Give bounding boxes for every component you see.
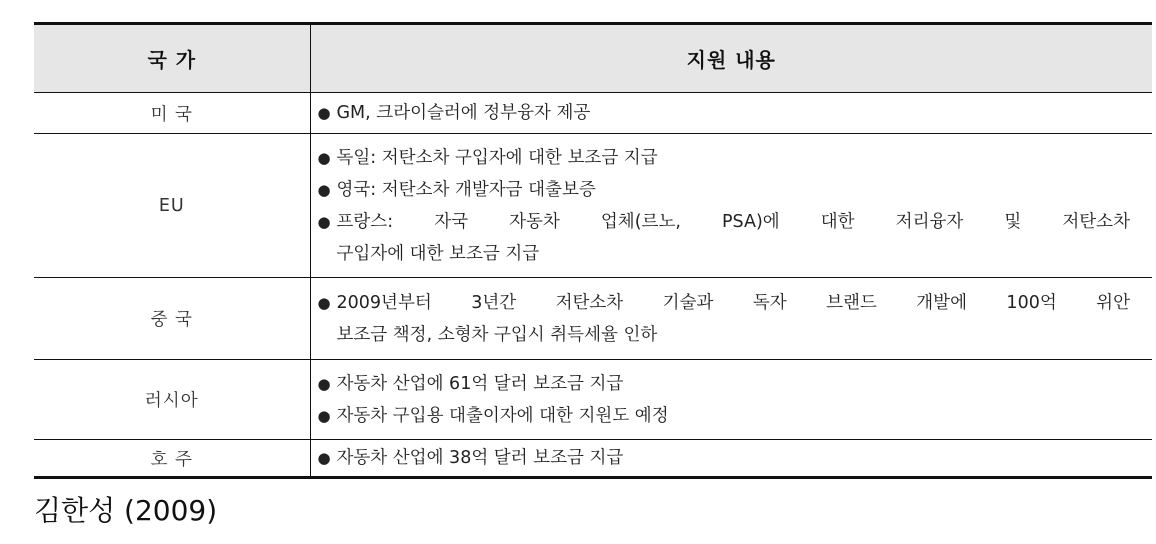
table-row-china <box>34 278 1152 360</box>
country-cell: 중 국 <box>34 278 310 360</box>
country-cell: EU <box>34 134 310 278</box>
table-row-usa <box>34 93 1152 134</box>
support-policy-table <box>34 22 1152 479</box>
support-line: 자동차 구입용 대출이자에 대한 지원도 예정 <box>336 405 669 426</box>
support-line: 자동차 산업에 61억 달러 보조금 지급 <box>336 373 624 394</box>
support-line: 자동차 산업에 38억 달러 보조금 지급 <box>336 448 624 468</box>
support-line: GM, 크라이슬러에 정부융자 제공 <box>336 103 591 123</box>
country-cell: 러시아 <box>34 360 310 440</box>
table-header-row <box>34 24 1152 93</box>
bullet-icon: ● <box>317 104 331 122</box>
bullet-icon: ● <box>317 406 331 425</box>
bullet-icon: ● <box>317 293 331 312</box>
support-cell <box>310 440 1152 478</box>
header-country: 국 가 <box>34 24 310 93</box>
source-caption: 김한성 (2009) <box>34 494 218 527</box>
header-support: 지원 내용 <box>310 24 1152 93</box>
bullet-icon: ● <box>317 449 331 467</box>
support-line: 프랑스: 자국 자동차 업체(르노, PSA)에 대한 저리융자 및 저탄소차 <box>336 211 1130 232</box>
bullet-icon: ● <box>317 212 331 231</box>
country-cell: 호 주 <box>34 440 310 478</box>
table-row-eu <box>34 134 1152 278</box>
support-line: 2009년부터 3년간 저탄소차 기술과 독자 브랜드 개발에 100억 위안 <box>336 292 1130 313</box>
support-cell <box>310 93 1152 134</box>
support-line: 구입자에 대한 보조금 지급 <box>336 243 540 264</box>
table-row-australia <box>34 440 1152 478</box>
support-line: 영국: 저탄소차 개발자금 대출보증 <box>336 179 596 200</box>
support-line: 보조금 책정, 소형차 구입시 취득세율 인하 <box>336 324 658 345</box>
support-cell <box>310 360 1152 440</box>
support-cell <box>310 134 1152 278</box>
bullet-icon: ● <box>317 374 331 393</box>
country-cell: 미 국 <box>34 93 310 134</box>
table-row-russia <box>34 360 1152 440</box>
support-cell <box>310 278 1152 360</box>
bullet-icon: ● <box>317 180 331 199</box>
support-line: 독일: 저탄소차 구입자에 대한 보조금 지급 <box>336 147 658 168</box>
bullet-icon: ● <box>317 148 331 167</box>
